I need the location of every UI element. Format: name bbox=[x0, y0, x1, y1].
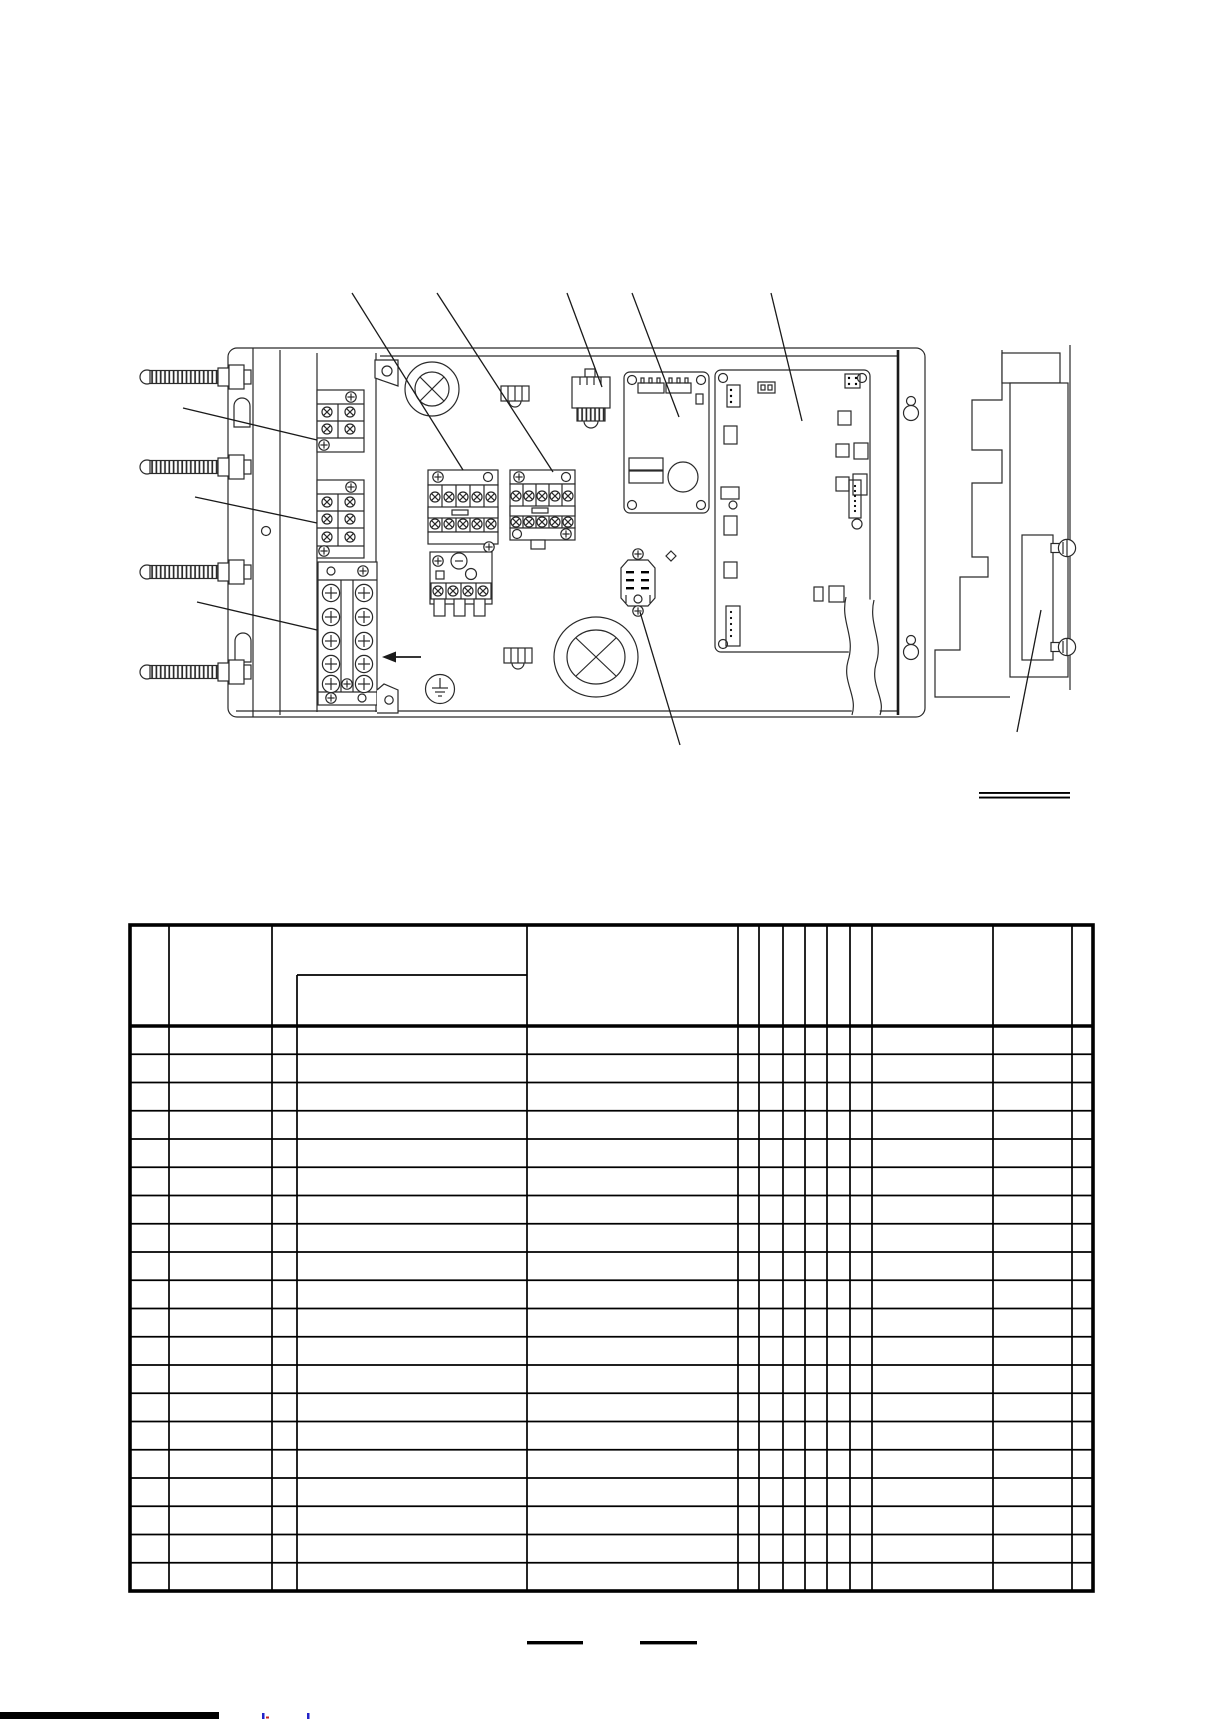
power-terminal-block-icon bbox=[318, 562, 398, 713]
terminal-block-small-icon bbox=[317, 390, 364, 452]
bottom-left-bar bbox=[0, 1712, 310, 1719]
fuse-holder-icon bbox=[572, 369, 610, 428]
ground-terminal-icon bbox=[426, 675, 455, 704]
cable-gland-bottom-icon bbox=[554, 617, 638, 697]
corner-tab-icon bbox=[375, 360, 398, 386]
side-profile-icon bbox=[935, 350, 1010, 697]
diamond-marker-icon bbox=[666, 551, 676, 561]
overload-relay-icon bbox=[430, 552, 492, 616]
table-row-lines bbox=[130, 1054, 1093, 1563]
terminal-block-medium-icon bbox=[317, 480, 364, 558]
keyhole-slot-icon bbox=[904, 397, 919, 660]
control-box-front-view bbox=[140, 348, 925, 717]
torn-edge-break bbox=[845, 597, 882, 715]
control-box-side-view bbox=[935, 345, 1076, 697]
magnetic-contactor-2-icon bbox=[510, 470, 575, 549]
magnetic-contactor-1-icon bbox=[428, 470, 498, 552]
pointer-arrow-icon bbox=[382, 652, 421, 663]
flange-clip-icon bbox=[234, 398, 251, 662]
noise-filter-icon bbox=[621, 549, 655, 616]
cable-gland-top-icon bbox=[405, 362, 459, 416]
double-underline-blank bbox=[979, 792, 1070, 799]
control-pcb-icon bbox=[624, 372, 709, 513]
parts-table bbox=[130, 925, 1093, 1591]
panel-screw-icon bbox=[262, 527, 271, 536]
footer-blank-underlines bbox=[527, 1641, 697, 1644]
